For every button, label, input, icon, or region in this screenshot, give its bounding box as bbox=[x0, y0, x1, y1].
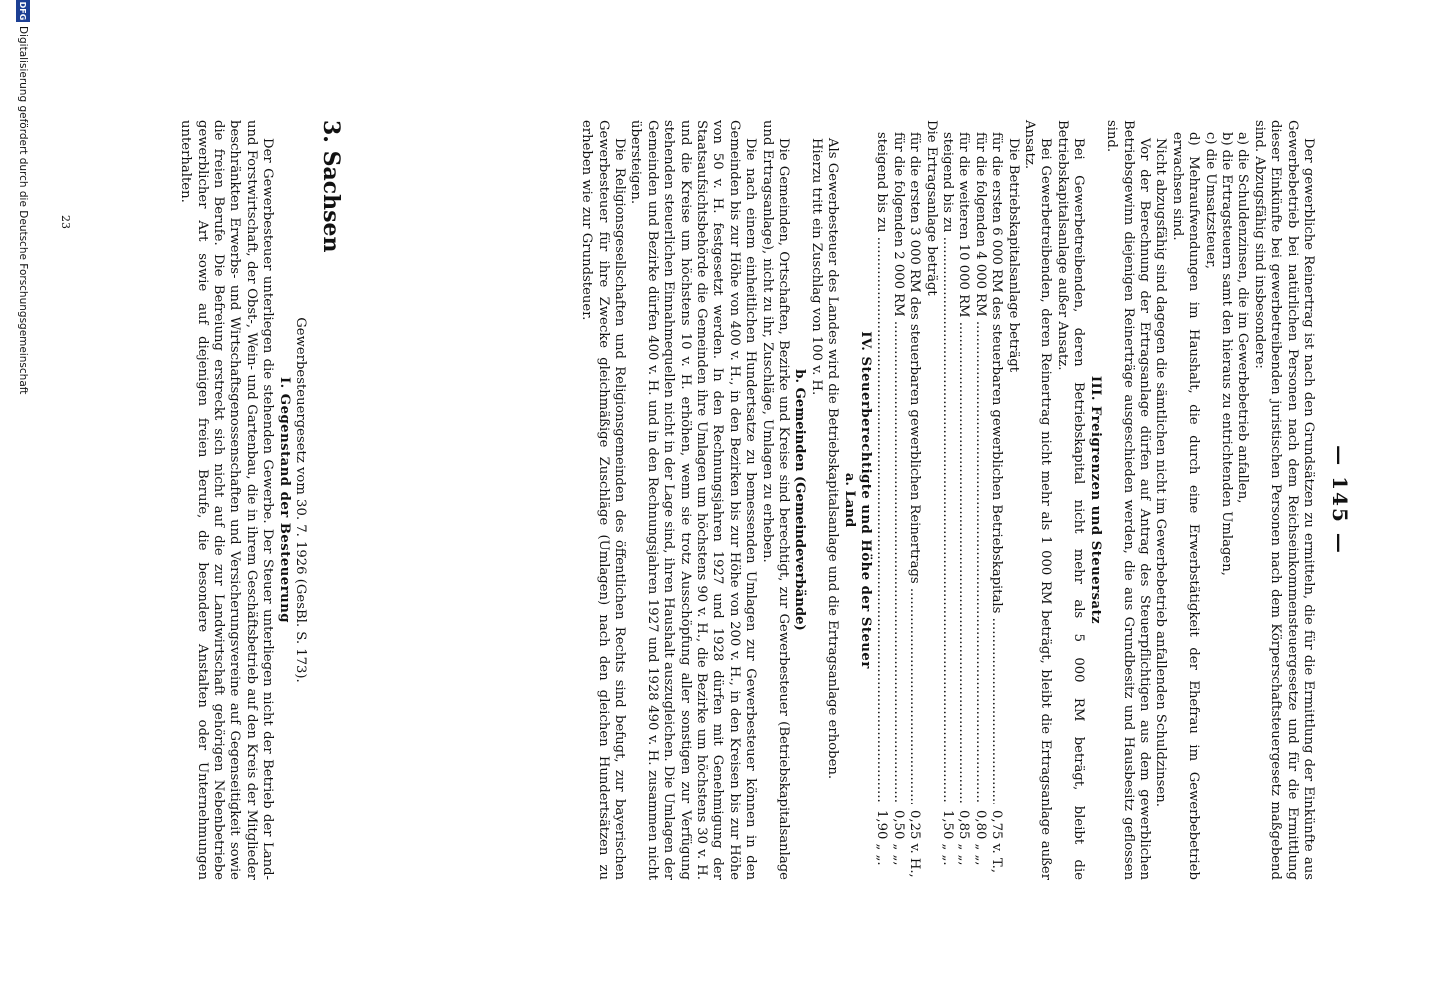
iv-a-paragraph-1: Als Gewerbesteuer des Landes wird die Betriebskapitalsanlage und die Ertragsanlage erhoben. bbox=[825, 138, 841, 780]
table-row: für die ersten 6 000 RM des steuerbaren gewerblichen Betriebskapitals ..... 0,75 v. T., bbox=[988, 120, 1004, 880]
dfg-logo-icon: DFG bbox=[16, 0, 30, 22]
law-reference: Gewerbesteuergesetz vom 30. 7. 1926 (GesBl. S. 173). bbox=[293, 317, 308, 683]
table-row: für die weiteren 10 000 RM ..... 0,85 „ „, bbox=[955, 120, 971, 880]
table-row: steigend bis zu ..... 1,90 „ „. bbox=[873, 120, 889, 880]
iii-paragraph-4: Die Ertragsanlage beträgt bbox=[923, 120, 939, 296]
iii-paragraph-3: Die Betriebskapitalsanlage beträgt bbox=[1005, 138, 1021, 373]
yield-rate-table bbox=[873, 120, 922, 880]
heading-section-iii: III. Freigrenzen und Steuersatz bbox=[1087, 375, 1103, 625]
dfg-credit bbox=[12, 0, 34, 1000]
table-row: für die folgenden 2 000 RM ..... 0,50 „ „, bbox=[889, 120, 905, 880]
deduction-c: c) die Umsatzsteuer, bbox=[1202, 132, 1218, 270]
deduction-b: b) die Ertragsteuern samt den hieraus zu entrichtenden Umlagen, bbox=[1218, 132, 1234, 576]
heading-saxony: 3. Sachsen bbox=[318, 120, 344, 253]
footer-page-number: 23 bbox=[59, 215, 72, 229]
iv-b-paragraph-2: Die nach einem einheitlichen Hundertsatze zu bemessenden Umlagen zur Gewerbesteuer können in den Gemeinden bis zur Höhe von 400 v. H., in den Bezirken bis zur Höhe von 200 v. H., in den Kreisen bis zur Höhe von 50 v. H. festgesetzt werden. In den Rechnungsjahren 1927 und 1928 dürfen mit Genehmigung der Staatsaufsichtsbehörde die Gemeinden ihre Umlagen um höchstens 90 v. H., die Bezirke um höchstens 30 v. H. und die Kreise um höchstens 10 v. H. erhöhen, wenn sie trotz Ausschöpfung aller sonstigen zur Verfügung stehenden steuerlichen Einnahmequellen nicht in der Lage sind, ihren Haushalt auszugleichen. Die Umlagen der Gemeinden und Bezirke dürfen 400 v. H. und in den Rechnungsjahren 1927 und 1928 490 v. H. zusammen nicht übersteigen. bbox=[628, 120, 759, 880]
not-deductible-paragraph: Nicht abzugsfähig sind dagegen die sämtlichen nicht im Gewerbebetrieb anfallenden Schuldzinsen. bbox=[1153, 138, 1169, 807]
heading-iv-b: b. Gemeinden (Gemeindeverbände) bbox=[792, 369, 808, 631]
iii-paragraph-1: Bei Gewerbetreibenden, deren Betriebskapital nicht mehr als 5 000 RM beträgt, bleibt die Betriebskapitalsanlage außer Ansatz. bbox=[1054, 120, 1087, 880]
iv-b-paragraph-1: Die Gemeinden, Ortschaften, Bezirke und Kreise sind berechtigt, zur Gewerbesteuer (Betriebskapitalsanlage und Ertragsanlage), nicht zu ihr, Zuschläge, Umlagen zu erheben. bbox=[759, 120, 791, 880]
lower-column bbox=[177, 120, 308, 880]
table-row: steigend bis zu ..... 1,50 „ „. bbox=[939, 120, 955, 880]
heading-section-i: I. Gegenstand der Besteuerung bbox=[276, 376, 292, 624]
upper-column bbox=[578, 120, 1316, 880]
i-paragraph-1: Der Gewerbesteuer unterliegen die stehenden Gewerbe. Der Steuer unterliegen nicht der Betrieb der Land- und Forstwirtschaft, der Obst-, Wein- und Gartenbau, die in ihrem Geschäftsbetrieb auf den Kreis der Mitglieder beschränkten Erwerbs- und Wirtschaftsgenossenschaften und Versicherungsvereine auf Gegenseitigkeit sowie die freien Berufe. Die Befreiung erstreckt sich nicht auf die zur Landwirtschaft gehörigen Nebenbetriebe gewerblicher Art sowie auf diejenigen freien Berufe, die besondere Anstalten oder Unternehmungen unterhalten. bbox=[178, 120, 276, 880]
table-row: für die ersten 3 000 RM des steuerbaren gewerblichen Reinertrags ..... 0,25 v. H., bbox=[906, 120, 922, 880]
dfg-note: Digitalisierung gefördert durch die Deutsche Forschungsgemeinschaft bbox=[17, 26, 29, 395]
capital-rate-table bbox=[939, 120, 1005, 880]
deduction-d: d) Mehraufwendungen im Haushalt, die durch eine Erwerbstätigkeit der Ehefrau im Gewerbebetrieb erwachsen sind. bbox=[1169, 132, 1202, 880]
before-calculation-paragraph: Vor der Berechnung der Ertragsanlage dürfen auf Antrag des Steuerpflichtigen aus dem gewerblichen Betriebsgewinn diejenigen Reinerträge ausgeschieden werden, die aus Grundbesitz und Hausbesitz geflossen sind. bbox=[1104, 120, 1152, 880]
iv-b-paragraph-3: Die Religionsgesellschaften und Religionsgemeinden des öffentlichen Rechts sind befugt, zur bayerischen Gewerbesteuer für ihre Zwecke gleichmäßige Zuschläge (Umlagen) nach den gleichen Hundertsätzen zu erheben wie zur Grundsteuer. bbox=[579, 120, 627, 880]
iv-a-paragraph-2: Hierzu tritt ein Zuschlag von 100 v. H. bbox=[808, 138, 824, 396]
intro-paragraph: Der gewerbliche Reinertrag ist nach den Grundsätzen zu ermitteln, die für die Ermittlung der Einkünfte aus Gewerbebetrieb bei natürlichen Personen nach dem Reichseinkommensteuergesetze und für die Ermittlung dieser Einkünfte bei gewerbetreibenden juristischen Personen nach dem Körperschaftsteuergesetz maßgebend sind. Abzugsfähig sind insbesondere: bbox=[1251, 120, 1316, 880]
heading-iv-a: a. Land bbox=[841, 472, 857, 528]
iii-paragraph-2: Bei Gewerbetreibenden, deren Reinertrag nicht mehr als 1 000 RM beträgt, bleibt die Ertragsanlage außer Ansatz. bbox=[1022, 120, 1054, 880]
table-row: für die folgenden 4 000 RM ..... 0,80 „ „, bbox=[971, 120, 987, 880]
deduction-a: a) die Schuldenzinsen, die im Gewerbebetrieb anfallen, bbox=[1235, 132, 1251, 504]
page-number: — 145 — bbox=[1328, 445, 1352, 555]
heading-section-iv: IV. Steuerberechtigte und Höhe der Steuer bbox=[858, 331, 874, 669]
